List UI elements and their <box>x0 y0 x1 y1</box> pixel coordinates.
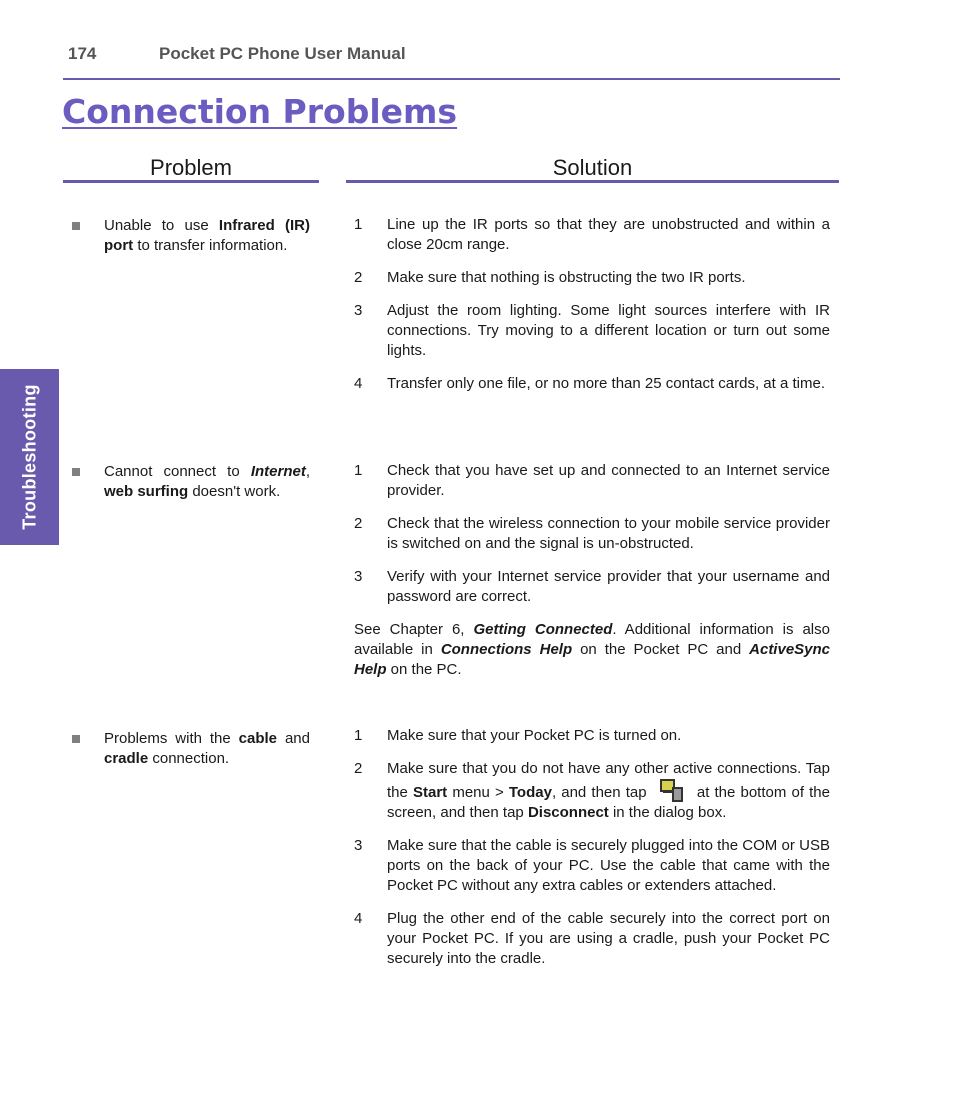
solution-column-divider <box>346 180 839 183</box>
text-run: . Additional information is also available in <box>354 621 830 658</box>
problem-column-divider <box>63 180 319 183</box>
emphasized-term: Today <box>508 784 552 801</box>
step-number: 2 <box>354 760 363 777</box>
emphasized-term: Internet <box>250 463 306 480</box>
text-run: at the bottom of the screen, and then tap <box>387 784 830 821</box>
step-text <box>387 268 830 288</box>
text-run: Make sure that nothing is obstructing the two IR ports. <box>387 269 746 286</box>
text-run: See Chapter 6, <box>354 621 474 638</box>
text-run: Cannot connect to <box>104 463 251 480</box>
step-text <box>387 909 830 969</box>
header-divider <box>63 78 840 80</box>
emphasized-term: Connections Help <box>440 641 573 658</box>
solution-list <box>354 726 830 982</box>
text-run: Line up the IR ports so that they are unobstructed and within a close 20cm range. <box>387 216 830 253</box>
emphasized-term: cable <box>238 730 278 747</box>
text-run: Make sure that the cable is securely plugged into the COM or USB ports on the back of your PC. Use the cable that came with the Pocket PC without any extra cables or extenders attached. <box>387 837 830 894</box>
solution-step <box>354 215 830 255</box>
page-number: 174 <box>68 44 97 63</box>
step-number: 4 <box>354 375 363 392</box>
solution-step <box>354 836 830 896</box>
step-number: 3 <box>354 302 363 319</box>
side-tab-label: Troubleshooting <box>19 384 39 530</box>
text-run: Make sure that your Pocket PC is turned on. <box>387 727 682 744</box>
text-run: in the dialog box. <box>608 804 727 821</box>
step-text <box>387 836 830 896</box>
emphasized-term: Getting Connected <box>473 621 613 638</box>
connectivity-icon <box>658 779 686 801</box>
text-run: menu > <box>447 784 509 801</box>
emphasized-term: web surfing <box>104 483 189 500</box>
problem-item <box>72 216 310 256</box>
step-number: 1 <box>354 727 363 744</box>
square-bullet-icon <box>72 468 80 476</box>
solution-step <box>354 909 830 969</box>
text-run: doesn't work. <box>188 483 281 500</box>
solution-column-heading: Solution <box>552 155 633 180</box>
emphasized-term: Start <box>413 784 448 801</box>
step-text <box>387 759 830 823</box>
step-text <box>387 514 830 554</box>
solution-step <box>354 726 830 746</box>
text-run: Check that you have set up and connected to an Internet service provider. <box>387 462 830 499</box>
solution-step <box>354 514 830 554</box>
step-number: 1 <box>354 462 363 479</box>
text-run: Adjust the room lighting. Some light sources interfere with IR connections. Try moving to a different location or turn out some lights. <box>387 302 830 359</box>
solution-step <box>354 301 830 361</box>
manual-title: Pocket PC Phone User Manual <box>159 44 406 63</box>
text-run: connection. <box>148 750 230 767</box>
solution-note <box>354 620 830 680</box>
step-number: 2 <box>354 269 363 286</box>
text-run: Transfer only one file, or no more than 25 contact cards, at a time. <box>387 375 825 392</box>
problem-item <box>72 462 310 502</box>
page-title: Connection Problems <box>62 92 458 131</box>
solution-step <box>354 759 830 823</box>
text-run: , <box>305 463 310 480</box>
text-run: and <box>277 730 310 747</box>
step-number: 4 <box>354 910 363 927</box>
solution-list <box>354 461 830 680</box>
problem-item <box>72 729 310 769</box>
step-text <box>387 726 830 746</box>
problem-text <box>104 729 310 769</box>
text-run: Plug the other end of the cable securely into the correct port on your Pocket PC. If you are using a cradle, push your Pocket PC securely into the cradle. <box>387 910 830 967</box>
emphasized-term: ActiveSync Help <box>354 641 831 678</box>
step-text <box>387 215 830 255</box>
text-run: on the Pocket PC and <box>572 641 750 658</box>
square-bullet-icon <box>72 735 80 743</box>
problem-text <box>104 462 310 502</box>
solution-step <box>354 268 830 288</box>
step-text <box>387 567 830 607</box>
solution-step <box>354 567 830 607</box>
emphasized-term: Infrared (IR) port <box>104 217 310 254</box>
text-run: on the PC. <box>386 661 462 678</box>
step-number: 3 <box>354 837 363 854</box>
text-run: Make sure that you do not have any other active connections. Tap the <box>387 760 830 801</box>
step-text <box>387 461 830 501</box>
step-number: 3 <box>354 568 363 585</box>
text-run: to transfer information. <box>133 237 288 254</box>
emphasized-term: cradle <box>104 750 149 767</box>
solution-step <box>354 461 830 501</box>
step-text <box>387 374 830 394</box>
solution-step <box>354 374 830 394</box>
emphasized-term: Disconnect <box>527 804 609 821</box>
step-number: 1 <box>354 216 363 233</box>
text-run: Check that the wireless connection to your mobile service provider is switched on and the signal is un-obstructed. <box>387 515 830 552</box>
text-run: , and then tap <box>551 784 652 801</box>
section-side-tab <box>0 369 59 545</box>
solution-list <box>354 215 830 407</box>
text-run: Verify with your Internet service provider that your username and password are correct. <box>387 568 830 605</box>
square-bullet-icon <box>72 222 80 230</box>
step-text <box>387 301 830 361</box>
step-number: 2 <box>354 515 363 532</box>
text-run: Problems with the <box>104 730 239 747</box>
problem-text <box>104 216 310 256</box>
text-run: Unable to use <box>104 217 219 234</box>
problem-column-heading: Problem <box>150 155 232 180</box>
